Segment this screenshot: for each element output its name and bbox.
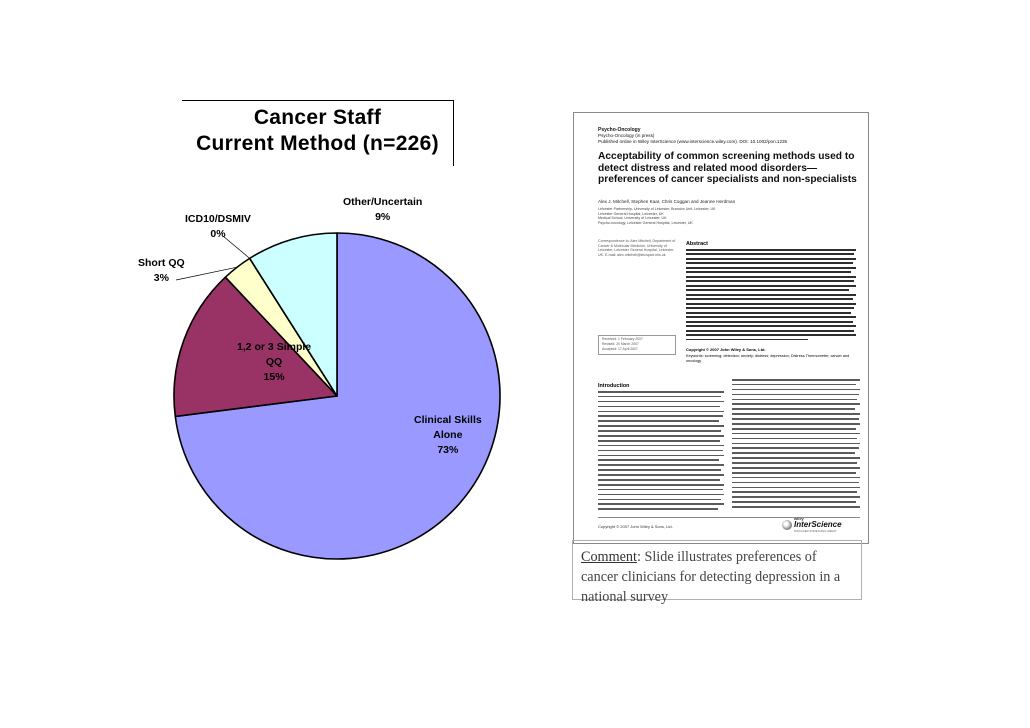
text-line (732, 443, 860, 445)
text-line (686, 298, 853, 300)
text-line (598, 445, 724, 447)
text-line (686, 321, 853, 323)
text-line (686, 289, 849, 291)
text-line (732, 423, 860, 425)
text-line (686, 303, 856, 305)
slice-label (343, 195, 422, 225)
text-line (598, 391, 724, 393)
text-line (686, 316, 856, 318)
logo-tagline: DISCOVER SOMETHING GREAT (794, 529, 837, 533)
text-line (598, 484, 724, 486)
text-line (686, 330, 854, 332)
text-line (598, 450, 723, 452)
slice-value-label: 73% (437, 444, 459, 456)
journal-sub: Psycho-Oncology (in press) (598, 133, 655, 138)
slice-label-text: Alone (433, 429, 463, 441)
paper-footer: Copyright © 2007 John Wiley & Sons, Ltd. (598, 524, 673, 529)
text-line (598, 503, 724, 505)
text-line (732, 477, 860, 479)
slice-label (237, 340, 311, 385)
text-line (598, 420, 719, 422)
text-line (598, 489, 723, 491)
slice-label-text: QQ (265, 356, 283, 368)
slice-label (185, 212, 251, 242)
abstract-heading: Abstract (686, 241, 708, 247)
paper-thumbnail (573, 112, 869, 544)
text-line (686, 249, 856, 251)
text-line (732, 457, 860, 459)
slice-label-text: 1,2 or 3 Simple (237, 341, 312, 353)
dates-box (598, 335, 676, 355)
paper-affiliations (598, 207, 778, 225)
text-line (686, 253, 854, 255)
text-line (686, 271, 851, 273)
text-line (732, 506, 860, 508)
text-line (686, 334, 856, 336)
text-line (686, 307, 854, 309)
date-revised: Revised: 20 March 2007 (602, 342, 639, 346)
journal-name: Psycho-Oncology (598, 127, 641, 133)
text-line (732, 472, 856, 474)
text-line (732, 452, 855, 454)
text-line (732, 428, 856, 430)
chart-title: Cancer Staff (253, 106, 382, 129)
slice-value-label: 3% (153, 272, 169, 284)
text-line (598, 455, 724, 457)
slice-value-label: 9% (375, 211, 391, 223)
abstract-copyright: Copyright © 2007 John Wiley & Sons, Ltd. (686, 347, 766, 352)
text-line (598, 406, 720, 408)
text-line (686, 258, 856, 260)
text-line (686, 339, 808, 341)
text-line (686, 294, 856, 296)
text-line (732, 394, 859, 396)
text-line (598, 440, 720, 442)
publisher-logo (794, 517, 856, 537)
text-line (686, 262, 853, 264)
text-line (598, 464, 724, 466)
affiliation-line: Leicester Partnership, University of Leicester, Brandon Unit, Leicester, UK (598, 207, 716, 211)
correspondence-note: Correspondence to: Alex Mitchell, Department of Cancer & Molecular Medicine, University of Leicester, Leicester General Hospital, Leicester, UK. E-mail: alex.mitchell@leicspart.nhs.uk (598, 239, 676, 257)
slice-label-text: Short QQ (138, 257, 185, 269)
text-line (598, 430, 721, 432)
text-line (598, 411, 724, 413)
text-line (732, 447, 859, 449)
affiliation-line: Leicester General Hospital, Leicester, UK (598, 211, 664, 216)
text-line (732, 403, 860, 405)
paper-authors: Alex J. Mitchell, Stephen Kaar, Chris Coggan and Jeanne Herdman (598, 199, 736, 204)
text-line (598, 474, 724, 476)
text-line (598, 479, 720, 481)
publisher-logo-mark (782, 520, 792, 530)
logo-big-text: InterScience (794, 520, 842, 529)
text-line (598, 499, 721, 501)
comment-box (572, 540, 862, 605)
text-line (686, 325, 856, 327)
body-column-right (732, 379, 860, 513)
text-line (598, 425, 724, 427)
text-line (732, 491, 857, 493)
text-line (598, 401, 724, 403)
text-line (598, 469, 721, 471)
text-line (732, 433, 860, 435)
text-line (732, 389, 860, 391)
affiliation-line: Medical School, University of Leicester, UK (598, 216, 667, 221)
slice-label-text: Clinical Skills (414, 414, 482, 426)
published-line: Published online in Wiley InterScience (www.interscience.wiley.com). DOI: 10.1002/pon.1235 (598, 139, 788, 144)
slice-label-text: ICD10/DSMIV (185, 213, 251, 225)
text-line (686, 280, 854, 282)
text-line (598, 415, 723, 417)
text-line (598, 494, 724, 496)
text-line (732, 399, 857, 401)
text-line (686, 285, 856, 287)
text-line (732, 482, 859, 484)
text-line (732, 408, 855, 410)
slice-label (414, 413, 482, 458)
date-received: Received: 1 February 2007 (602, 337, 643, 341)
text-line (732, 496, 860, 498)
date-accepted: Accepted: 17 April 2007 (602, 347, 638, 351)
logo-small-text: wiley (794, 516, 804, 521)
comment-text: : Slide illustrates preferences of cancer clinicians for detecting depression in a national survey (581, 549, 841, 605)
affiliation-line: Psycho-oncology, Leicester General Hospital, Leicester, UK (598, 220, 693, 225)
text-line (732, 384, 856, 386)
slice-label (138, 256, 185, 286)
text-line (732, 418, 859, 420)
paper-title: Acceptability of common screening methods used to detect distress and related mood disorders—preferences of cancer specialists and non-specialists (598, 151, 857, 185)
paper-header (598, 127, 787, 145)
text-line (732, 462, 857, 464)
keywords: Keywords: screening; detection; anxiety; distress; depression; Distress Thermometer; cancer and oncology (686, 354, 850, 363)
text-line (686, 312, 851, 314)
text-line (732, 501, 856, 503)
text-line (686, 267, 856, 269)
comment-label: Comment (581, 549, 637, 565)
text-line (732, 413, 860, 415)
introduction-heading: Introduction (598, 383, 630, 389)
slice-label-text: Other/Uncertain (343, 196, 423, 208)
slice-value-label: 0% (210, 228, 226, 240)
text-line (598, 508, 718, 510)
text-line (732, 379, 860, 381)
abstract-text-block (686, 249, 856, 345)
chart-subtitle: Current Method (n=226) (196, 132, 439, 155)
text-line (598, 396, 721, 398)
body-column-left (598, 391, 724, 513)
text-line (732, 467, 860, 469)
slice-value-label: 15% (263, 371, 285, 383)
text-line (598, 435, 724, 437)
text-line (732, 438, 857, 440)
text-line (598, 459, 719, 461)
text-line (732, 487, 860, 489)
text-line (686, 276, 856, 278)
